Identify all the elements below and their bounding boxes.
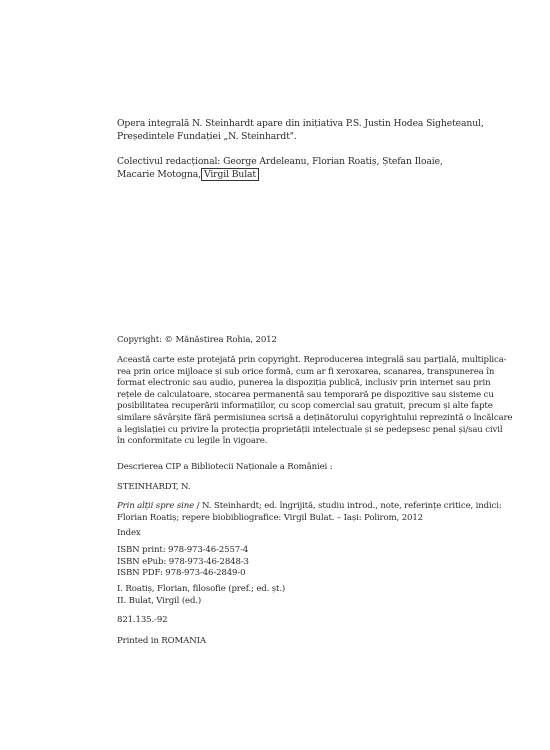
editorial-line xyxy=(117,169,439,182)
editorial-block xyxy=(117,156,443,181)
cip-title-line: Florian Roatiș; repere biobibliografice: Virgil Bulat. – Iași: Polirom, 2012 xyxy=(117,512,423,523)
copyright-notice xyxy=(117,335,439,347)
intro-block xyxy=(117,118,484,143)
classification xyxy=(117,615,439,627)
highlighted-name: Virgil Bulat xyxy=(201,168,259,181)
cip-author xyxy=(117,482,439,494)
paragraph-line: format electronic sau audio, punerea la dispoziția publică, inclusiv prin internet sau prin xyxy=(117,378,491,389)
copyright-paragraph xyxy=(117,355,513,448)
cip-heading xyxy=(117,462,439,474)
paragraph-line: posibilitatea recuperării informațiilor, cu scop comercial sau gratuit, precum și alte fapte xyxy=(117,401,493,412)
cip-heading-text: Descrierea CIP a Bibliotecii Naționale a României : xyxy=(117,462,333,472)
paragraph-line: Această carte este protejată prin copyright. Reproducerea integrală sau parțială, multiplica- xyxy=(117,355,507,365)
paragraph-line: în conformitate cu legile în vigoare. xyxy=(117,436,268,447)
intro-line: Președintele Fundației „N. Steinhardt". xyxy=(117,130,297,142)
isbn-line: ISBN ePub: 978-973-46-2848-3 xyxy=(117,556,249,567)
isbn-block xyxy=(117,545,439,580)
cip-title-block xyxy=(117,501,502,524)
cip-title-line xyxy=(117,501,502,513)
isbn-line: ISBN PDF: 978-973-46-2849-0 xyxy=(117,568,246,579)
book-title: Prin alții spre sine xyxy=(117,501,195,511)
contributor-line: I. Roatiș, Florian, filosofie (pref.; ed. șt.) xyxy=(117,584,286,594)
printed-in xyxy=(117,636,439,648)
title-details: / N. Steinhardt; ed. îngrijită, studiu introd., note, referințe critice, indici: xyxy=(194,501,502,511)
index-label: Index xyxy=(117,528,141,538)
printed-text: Printed in ROMANIA xyxy=(117,636,206,646)
cip-index xyxy=(117,528,439,540)
editorial-line: Colectivul redacțional: George Ardeleanu, Florian Roatiș, Ștefan Iloaie, xyxy=(117,156,443,167)
editorial-prefix: Macarie Motogna, xyxy=(117,168,201,180)
intro-line: Opera integrală N. Steinhardt apare din inițiativa P.S. Justin Hodea Sigheteanul, xyxy=(117,118,484,129)
paragraph-line: a legislației cu privire la protecția proprietății intelectuale și se pedepsesc penal și/sau civil xyxy=(117,424,503,435)
paragraph-line: similare săvârșite fără permisiunea scrisă a deținătorului copyrightului reprezintă o încălcare xyxy=(117,412,513,423)
contributor-line: II. Bulat, Virgil (ed.) xyxy=(117,595,202,606)
contributors-block xyxy=(117,584,439,607)
copyright-line: Copyright: © Mănăstirea Rohia, 2012 xyxy=(117,335,277,345)
cip-author-text: STEINHARDT, N. xyxy=(117,482,191,492)
paragraph-line: rea prin orice mijloace și sub orice formă, cum ar fi xeroxarea, scanarea, transpunerea în xyxy=(117,366,495,377)
classification-text: 821.135.-92 xyxy=(117,615,168,625)
isbn-line: ISBN print: 978-973-46-2557-4 xyxy=(117,545,249,555)
paragraph-line: rețele de calculatoare, stocarea permanentă sau temporară pe dispozitive sau sisteme cu xyxy=(117,389,494,400)
